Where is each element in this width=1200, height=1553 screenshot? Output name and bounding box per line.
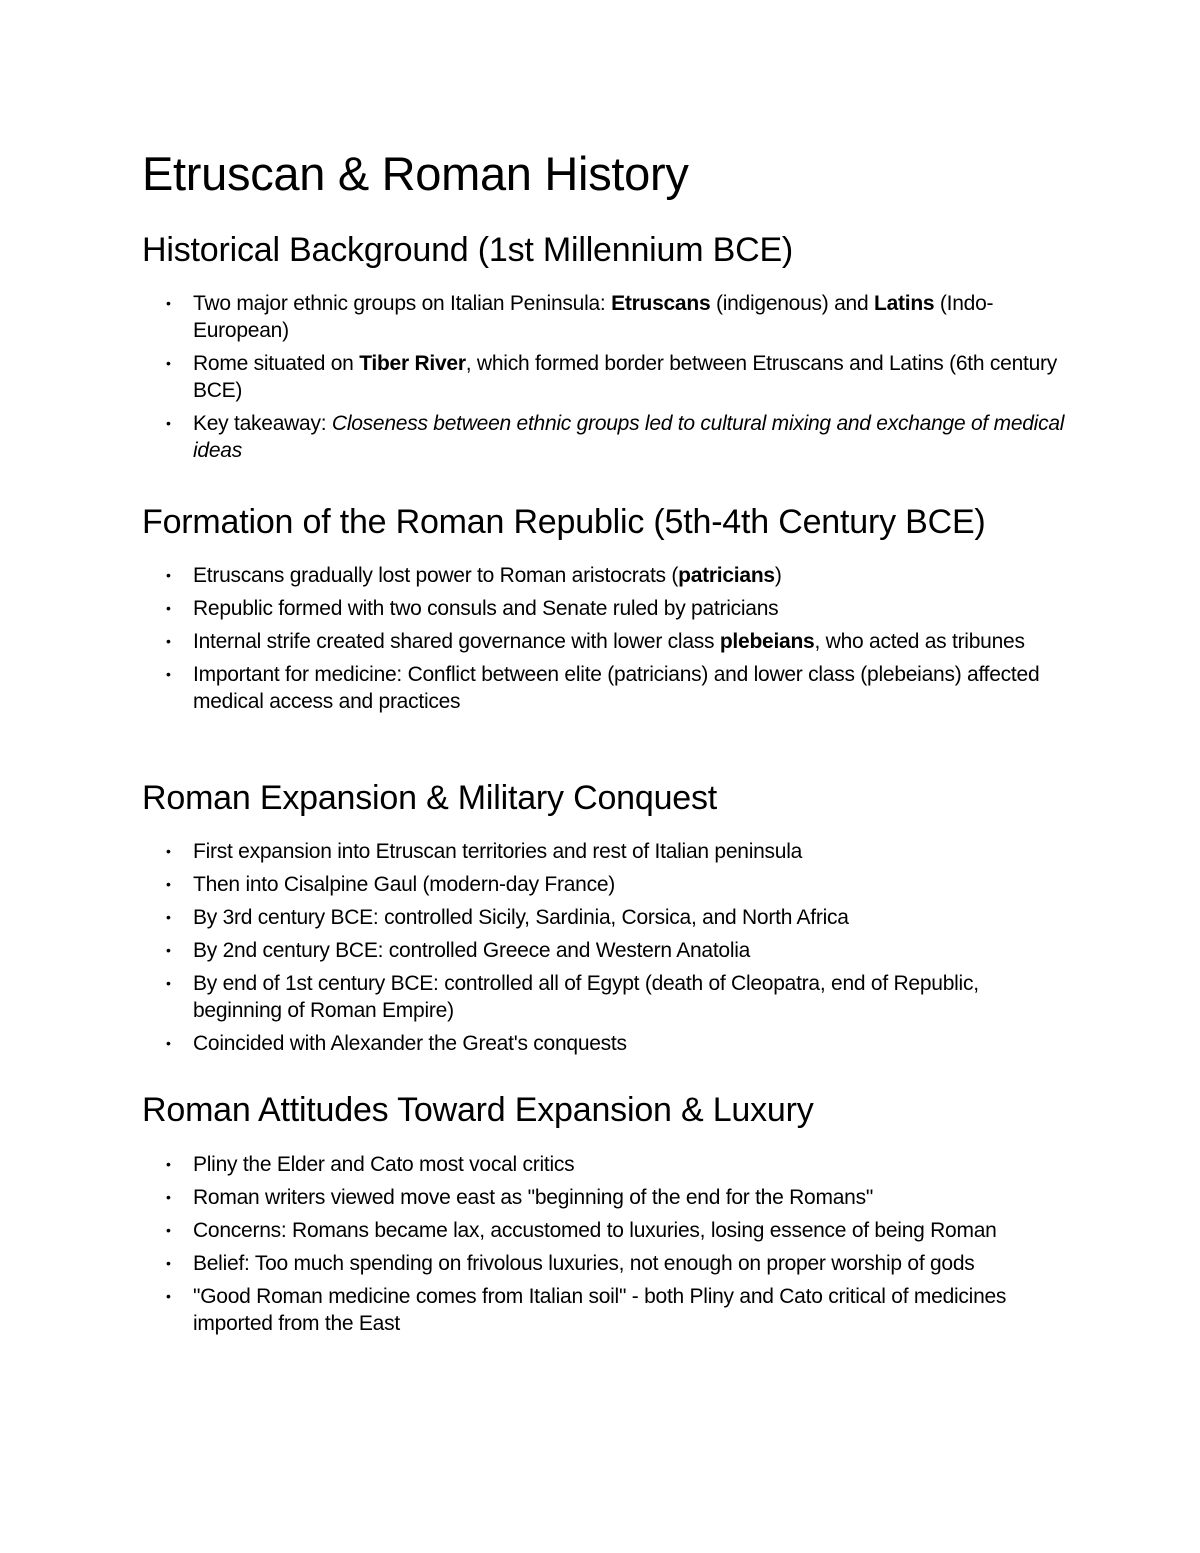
item-text: Important for medicine: Conflict between elite (patricians) and lower class (plebeians) affected medical access and practices — [193, 663, 1040, 713]
item-text: Belief: Too much spending on frivolous luxuries, not enough on proper worship of gods — [193, 1252, 975, 1275]
list-item — [166, 1283, 1066, 1337]
item-bold-term: Etruscans — [611, 292, 711, 315]
bullet-icon: • — [166, 1222, 171, 1238]
list-item — [166, 838, 1066, 865]
list-item — [166, 1151, 1066, 1178]
list-item — [166, 661, 1066, 715]
list-item — [166, 1217, 1066, 1244]
item-text: Rome situated on — [193, 352, 360, 375]
list-item — [166, 628, 1066, 655]
item-italic-text: Closeness between ethnic groups led to cultural mixing and exchange of medical ideas — [193, 412, 1065, 462]
list-item — [166, 350, 1066, 404]
bullet-icon: • — [166, 295, 171, 311]
item-bold-term: plebeians — [719, 630, 815, 653]
list-item — [166, 410, 1066, 464]
list-item — [166, 562, 1066, 589]
item-text: Etruscans gradually lost power to Roman aristocrats ( — [193, 564, 679, 587]
item-text: , who acted as tribunes — [814, 630, 1025, 653]
item-text: By end of 1st century BCE: controlled all of Egypt (death of Cleopatra, end of Republic, beginning of Roman Empire) — [193, 972, 979, 1022]
section-heading-roman-attitudes: Roman Attitudes Toward Expansion & Luxury — [142, 1091, 814, 1129]
item-text: By 3rd century BCE: controlled Sicily, Sardinia, Corsica, and North Africa — [193, 906, 849, 929]
item-text: By 2nd century BCE: controlled Greece and Western Anatolia — [193, 939, 751, 962]
item-bold-term: Tiber River — [359, 352, 466, 375]
section-list-roman-expansion — [166, 838, 1066, 1063]
item-text: (indigenous) and — [710, 292, 874, 315]
bullet-icon: • — [166, 942, 171, 958]
item-text: Two major ethnic groups on Italian Peninsula: — [193, 292, 612, 315]
list-item — [166, 1030, 1066, 1057]
section-list-roman-attitudes — [166, 1151, 1066, 1343]
section-heading-historical-background: Historical Background (1st Millennium BCE) — [142, 231, 794, 269]
list-item — [166, 1250, 1066, 1277]
item-text: Coincided with Alexander the Great's conquests — [193, 1032, 627, 1055]
bullet-icon: • — [166, 1189, 171, 1205]
bullet-icon: • — [166, 567, 171, 583]
item-text: "Good Roman medicine comes from Italian soil" - both Pliny and Cato critical of medicines imported from the East — [193, 1285, 1007, 1335]
list-item — [166, 904, 1066, 931]
item-bold-term: Latins — [874, 292, 935, 315]
item-text: Pliny the Elder and Cato most vocal critics — [193, 1153, 575, 1176]
list-item — [166, 1184, 1066, 1211]
item-text: Then into Cisalpine Gaul (modern-day France) — [193, 873, 616, 896]
list-item — [166, 970, 1066, 1024]
item-bold-term: patricians — [678, 564, 775, 587]
bullet-icon: • — [166, 355, 171, 371]
bullet-icon: • — [166, 1035, 171, 1051]
bullet-icon: • — [166, 600, 171, 616]
bullet-icon: • — [166, 1255, 171, 1271]
section-list-roman-republic — [166, 562, 1066, 721]
document-title: Etruscan & Roman History — [142, 147, 689, 200]
bullet-icon: • — [166, 975, 171, 991]
item-text: , which formed border between Etruscans and Latins (6th century BCE) — [193, 352, 1058, 402]
bullet-icon: • — [166, 843, 171, 859]
item-text: Key takeaway: — [193, 412, 332, 435]
list-item — [166, 871, 1066, 898]
bullet-icon: • — [166, 666, 171, 682]
list-item — [166, 595, 1066, 622]
bullet-icon: • — [166, 909, 171, 925]
section-list-historical-background — [166, 290, 1066, 470]
item-text: First expansion into Etruscan territories and rest of Italian peninsula — [193, 840, 803, 863]
item-text: Internal strife created shared governance with lower class — [193, 630, 720, 653]
bullet-icon: • — [166, 876, 171, 892]
list-item — [166, 937, 1066, 964]
bullet-icon: • — [166, 1156, 171, 1172]
item-text: ) — [774, 564, 782, 587]
bullet-icon: • — [166, 1288, 171, 1304]
item-text: (Indo-European) — [193, 292, 994, 342]
section-heading-roman-expansion: Roman Expansion & Military Conquest — [142, 779, 718, 817]
list-item — [166, 290, 1066, 344]
bullet-icon: • — [166, 415, 171, 431]
bullet-icon: • — [166, 633, 171, 649]
item-text: Roman writers viewed move east as "beginning of the end for the Romans" — [193, 1186, 874, 1209]
item-text: Concerns: Romans became lax, accustomed to luxuries, losing essence of being Roman — [193, 1219, 997, 1242]
section-heading-roman-republic: Formation of the Roman Republic (5th-4th Century BCE) — [142, 503, 986, 541]
item-text: Republic formed with two consuls and Senate ruled by patricians — [193, 597, 779, 620]
